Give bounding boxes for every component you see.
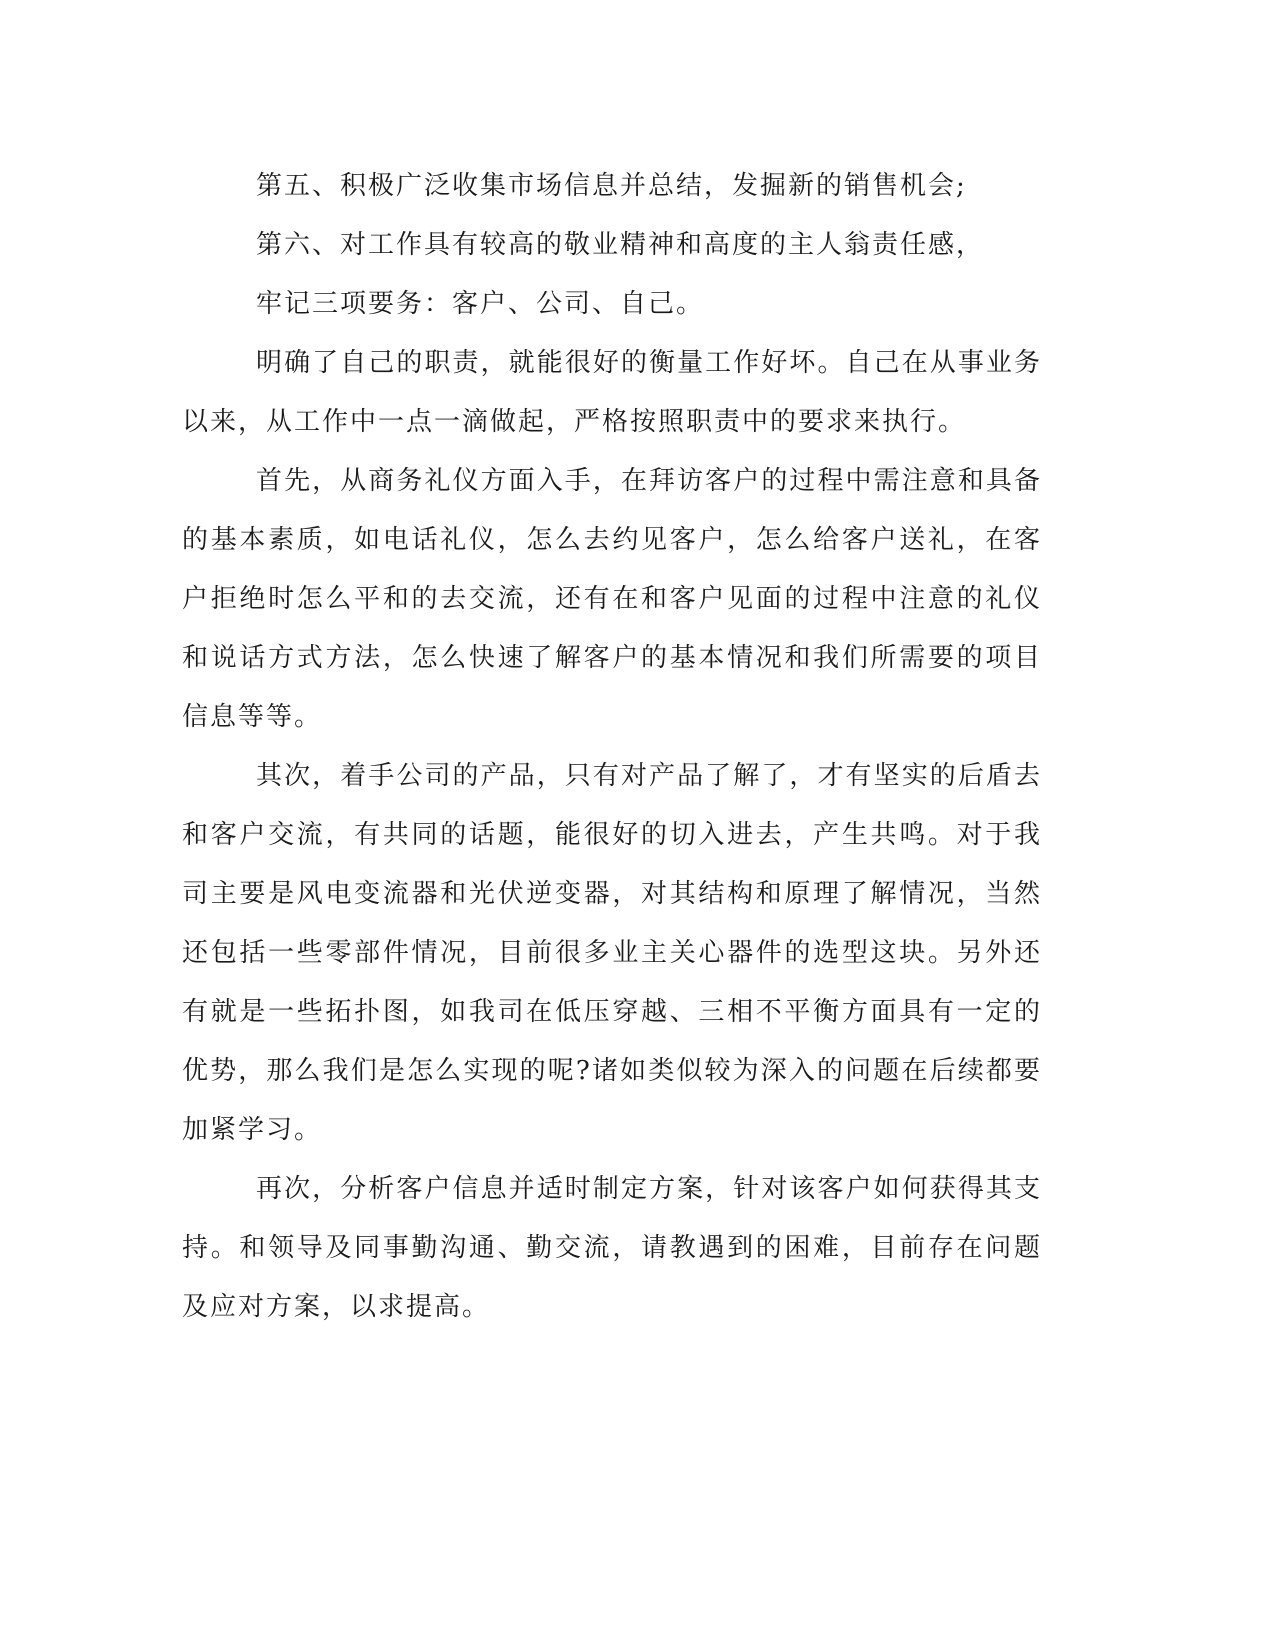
- paragraph-product-knowledge: 其次，着手公司的产品，只有对产品了解了，才有坚实的后盾去和客户交流，有共同的话题，能很好的切入进去，产生共鸣。对于我司主要是风电变流器和光伏逆变器，对其结构和原理了解情况，当然还包括一些零部件情况，目前很多业主关心器件的选型这块。另外还有就是一些拓扑图，如我司在低压穿越、三相不平衡方面具有一定的优势，那么我们是怎么实现的呢?诸如类似较为深入的问题在后续都要加紧学习。: [182, 761, 1042, 1145]
- paragraph-customer-analysis: 再次，分析客户信息并适时制定方案，针对该客户如何获得其支持。和领导及同事勤沟通、勤交流，请教遇到的困难，目前存在问题及应对方案，以求提高。: [182, 1174, 1042, 1322]
- paragraph-three-priorities: 牢记三项要务：客户、公司、自己。: [256, 289, 705, 319]
- paragraph-responsibilities: 明确了自己的职责，就能很好的衡量工作好坏。自己在从事业务以来，从工作中一点一滴做起，严格按照职责中的要求来执行。: [182, 348, 1042, 437]
- paragraph-duty-5: 第五、积极广泛收集市场信息并总结，发掘新的销售机会;: [256, 171, 967, 201]
- paragraph-duty-6: 第六、对工作具有较高的敬业精神和高度的主人翁责任感，: [256, 230, 985, 260]
- document-body: [182, 157, 1042, 1337]
- paragraph-business-etiquette: 首先，从商务礼仪方面入手，在拜访客户的过程中需注意和具备的基本素质，如电话礼仪，怎么去约见客户，怎么给客户送礼，在客户拒绝时怎么平和的去交流，还有在和客户见面的过程中注意的礼仪和说话方式方法，怎么快速了解客户的基本情况和我们所需要的项目信息等等。: [182, 466, 1042, 732]
